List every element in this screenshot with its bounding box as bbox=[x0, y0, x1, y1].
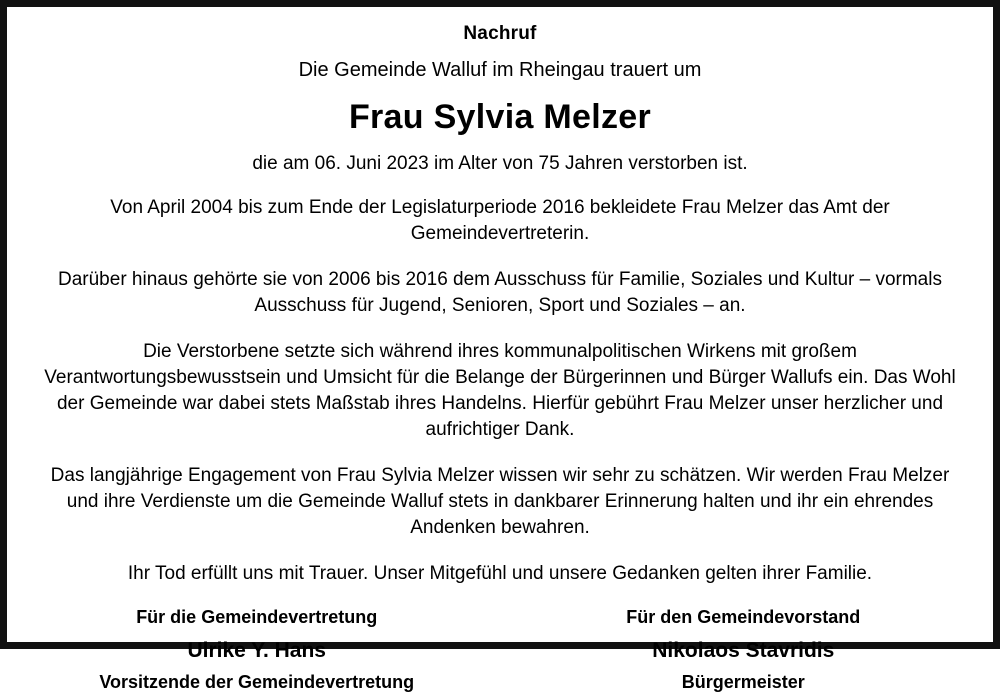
deceased-name: Frau Sylvia Melzer bbox=[348, 98, 652, 136]
death-details: die am 06. Juni 2023 im Alter von 75 Jahren verstorben ist. bbox=[252, 153, 748, 174]
obituary-intro: Die Gemeinde Walluf im Rheingau trauert um bbox=[298, 59, 702, 81]
signature-name: Ulrike Y. Hans bbox=[187, 639, 326, 663]
obituary-paragraph-4: Das langjährige Engagement von Frau Sylvia Melzer wissen wir sehr zu schätzen. Wir werden Frau Melzer und ihre Verdienste um die Gemeinde Walluf stets in dankbarer Erinnerung halten und ihr ein ehrendes Andenken bewahren. bbox=[50, 465, 950, 539]
signature-title: Bürgermeister bbox=[681, 672, 805, 693]
signature-role: Für die Gemeindevertretung bbox=[136, 607, 378, 628]
signature-title: Vorsitzende der Gemeindevertretung bbox=[99, 672, 415, 693]
signature-role: Für den Gemeindevorstand bbox=[626, 607, 861, 628]
obituary-closing: Ihr Tod erfüllt uns mit Trauer. Unser Mitgefühl und unsere Gedanken gelten ihrer Familie. bbox=[127, 563, 873, 585]
obituary-heading: Nachruf bbox=[463, 23, 537, 44]
signature-name: Nikolaos Stavridis bbox=[652, 639, 835, 663]
obituary-paragraph-1: Von April 2004 bis zum Ende der Legislaturperiode 2016 bekleidete Frau Melzer das Amt der Gemeindevertreterin. bbox=[110, 197, 890, 245]
obituary-paragraph-3: Die Verstorbene setzte sich während ihres kommunalpolitischen Wirkens mit großem Verantwortungsbewusstsein und Umsicht für die Belange der Bürgerinnen und Bürger Wallufs ein. Das Wohl der Gemeinde war dabei stets Maßstab ihres Handelns. Hierfür gebührt Frau Melzer unser herzlicher und aufrichtiger Dank. bbox=[44, 341, 956, 441]
signature-gemeindevorstand bbox=[528, 607, 959, 693]
signature-block bbox=[41, 607, 959, 693]
obituary-paragraph-2: Darüber hinaus gehörte sie von 2006 bis 2016 dem Ausschuss für Familie, Soziales und Kultur – vormals Ausschuss für Jugend, Senioren, Sport und Soziales – an. bbox=[58, 269, 942, 317]
signature-gemeindevertretung bbox=[41, 607, 472, 693]
